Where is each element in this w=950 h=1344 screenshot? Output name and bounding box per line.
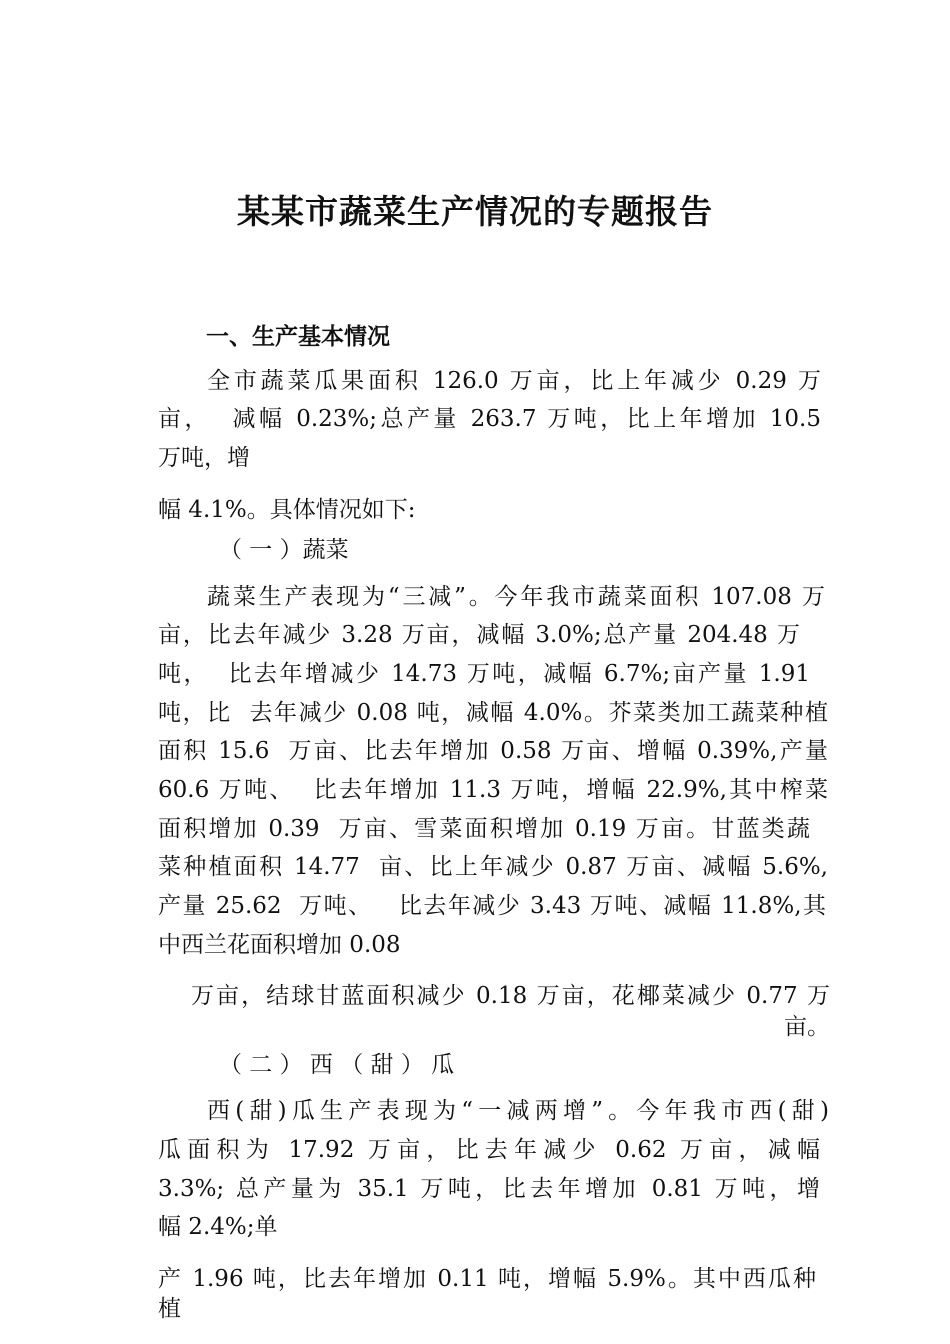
paragraph-line: 幅 4.1%。具体情况如下: [158,497,416,523]
paragraph-line: 产 1.96 吨，比去年增加 0.11 吨，增幅 5.9%。其中西瓜种 [158,1266,816,1292]
paragraph-line: 面积增加 0.39 万亩、雪菜面积增加 0.19 万亩。甘蓝类蔬 [158,816,810,842]
paragraph-line: 面积 15.6 万亩、比去年增加 0.58 万亩、增幅 0.39%,产量 [158,738,828,764]
subsection-heading: （ 二 ） 西 （ 甜 ） 瓜 [219,1052,455,1078]
paragraph-line: 西(甜)瓜生产表现为“一减两增”。今年我市西(甜) [207,1098,829,1124]
paragraph-line: 吨，比 去年减少 0.08 吨，减幅 4.0%。芥菜类加工蔬菜种植 [158,700,828,726]
paragraph-line: 万吨，增 [158,445,250,471]
paragraph-line: 植 [158,1296,181,1322]
paragraph-line: 产量 25.62 万吨、 比去年减少 3.43 万吨、减幅 11.8%,其 [158,893,826,919]
page-title: 某某市蔬菜生产情况的专题报告 [237,192,713,231]
paragraph-line: 3.3%; 总产量为 35.1 万吨，比去年增加 0.81 万吨，增 [158,1176,820,1202]
paragraph-line: 中西兰花面积增加 0.08 [158,932,401,958]
paragraph-line: 蔬菜生产表现为“三减”。今年我市蔬菜面积 107.08 万 [207,584,825,610]
subsection-heading: （ 一 ）蔬菜 [219,537,349,563]
paragraph-line: 亩。 [784,1014,830,1040]
paragraph-line: 菜种植面积 14.77 亩、比上年减少 0.87 万亩、减幅 5.6%, [158,854,828,880]
paragraph-line: 万亩，结球甘蓝面积减少 0.18 万亩，花椰菜减少 0.77 万 [191,983,830,1009]
section-heading: 一、生产基本情况 [206,323,390,350]
paragraph-line: 60.6 万吨、 比去年增加 11.3 万吨，增幅 22.9%,其中榨菜 [158,777,828,803]
paragraph-line: 吨， 比去年增减少 14.73 万吨，减幅 6.7%;亩产量 1.91 [158,661,810,687]
paragraph-line: 全市蔬菜瓜果面积 126.0 万亩，比上年减少 0.29 万 [207,368,821,394]
paragraph-line: 亩， 减幅 0.23%;总产量 263.7 万吨，比上年增加 10.5 [158,406,821,432]
paragraph-line: 瓜面积为 17.92 万亩，比去年减少 0.62 万亩，减幅 [158,1137,820,1163]
paragraph-line: 亩，比去年减少 3.28 万亩，减幅 3.0%;总产量 204.48 万 [158,622,800,648]
paragraph-line: 幅 2.4%;单 [158,1214,278,1240]
